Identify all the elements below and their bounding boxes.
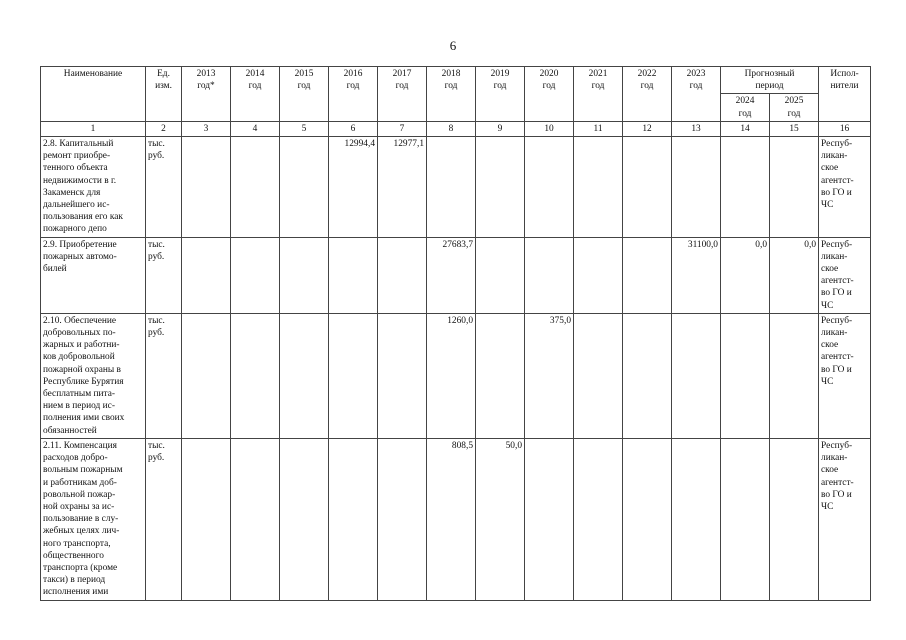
text-line: ЧС (821, 200, 834, 211)
text-line: 2.10. Обеспечение (43, 315, 117, 326)
text-line: агентст- (821, 276, 854, 287)
text-line: 2023 (686, 69, 706, 79)
text-line: Республике Бурятия (43, 376, 124, 387)
row-name (41, 313, 146, 438)
value-cell (525, 237, 574, 313)
row-name (41, 137, 146, 238)
header-name (41, 67, 146, 122)
value-cell (574, 137, 623, 238)
column-number: 14 (721, 121, 770, 136)
text-line: год (444, 81, 458, 92)
column-number: 9 (476, 121, 525, 136)
value-cell (770, 313, 819, 438)
value-cell (329, 313, 378, 438)
text-line: ков добровольной (43, 352, 115, 363)
value-cell (623, 438, 672, 600)
header-year-2017 (378, 67, 427, 122)
text-line: Наименование (63, 69, 123, 79)
value-cell (427, 137, 476, 238)
text-line: 2022 (637, 69, 657, 79)
table-row (41, 237, 871, 313)
text-line: год (542, 81, 556, 92)
header-year-2022 (623, 67, 672, 122)
text-line: год (689, 81, 703, 92)
text-line: 2020 (539, 69, 559, 79)
header-forecast (721, 67, 819, 94)
text-line: пожарной охраны в (43, 364, 121, 375)
value-cell: 0,0 (770, 237, 819, 313)
column-number: 13 (672, 121, 721, 136)
value-cell (574, 237, 623, 313)
text-line: 2.11. Компенсация (43, 440, 117, 451)
value-cell (476, 313, 525, 438)
text-line: Ед. (157, 69, 170, 79)
text-line: год (787, 108, 801, 119)
text-line: 2017 (392, 69, 412, 79)
value-cell: 808,5 (427, 438, 476, 600)
row-name (41, 237, 146, 313)
value-cell (574, 438, 623, 600)
text-line: нием в период ис- (43, 401, 115, 412)
text-line: 2021 (588, 69, 608, 79)
value-cell (476, 237, 525, 313)
text-line: нители (830, 81, 859, 92)
text-line: ного транспорта, (43, 538, 111, 549)
value-cell: 31100,0 (672, 237, 721, 313)
text-line: такси) в период (43, 575, 106, 586)
text-line: 2.9. Приобретение (43, 239, 117, 250)
table-row (41, 438, 871, 600)
text-line: Закаменск для (43, 187, 101, 198)
value-cell (770, 438, 819, 600)
value-cell (231, 237, 280, 313)
text-line: 2018 (441, 69, 461, 79)
text-line: Прогнозный (744, 69, 795, 79)
table-header (41, 67, 871, 137)
text-line: тыс. (148, 440, 165, 451)
value-cell: 12977,1 (378, 137, 427, 238)
value-cell (378, 438, 427, 600)
text-line: транспорта (кроме (43, 562, 118, 573)
text-line: ЧС (821, 501, 834, 512)
text-line: ское (821, 264, 839, 275)
text-line: пожарных автомо- (43, 251, 117, 262)
value-cell (770, 137, 819, 238)
value-cell: 27683,7 (427, 237, 476, 313)
text-line: год (591, 81, 605, 92)
column-number: 4 (231, 121, 280, 136)
value-cell (280, 438, 329, 600)
text-line: ремонт приобре- (43, 151, 111, 162)
text-line: руб. (148, 453, 165, 464)
text-line: добровольных по- (43, 328, 116, 339)
text-line: пользование в слу- (43, 514, 119, 525)
text-line: во ГО и (821, 364, 852, 375)
value-cell (182, 137, 231, 238)
text-line: 2.8. Капитальный (43, 139, 114, 150)
text-line: ликан- (821, 328, 848, 339)
header-year-2018 (427, 67, 476, 122)
text-line: ликан- (821, 251, 848, 262)
text-line: полнения ими своих (43, 413, 125, 424)
header-year-2016 (329, 67, 378, 122)
value-cell (672, 137, 721, 238)
column-number: 16 (819, 121, 871, 136)
column-number: 10 (525, 121, 574, 136)
value-cell (378, 237, 427, 313)
value-cell: 1260,0 (427, 313, 476, 438)
value-cell (672, 438, 721, 600)
text-line: руб. (148, 328, 165, 339)
text-line: ЧС (821, 376, 834, 387)
text-line: бесплатным пита- (43, 389, 116, 400)
text-line: тыс. (148, 315, 165, 326)
column-number: 7 (378, 121, 427, 136)
text-line: билей (43, 264, 67, 275)
table-row (41, 313, 871, 438)
header-year-2019 (476, 67, 525, 122)
text-line: агентст- (821, 352, 854, 363)
text-line: вольным пожарным (43, 465, 123, 476)
row-unit (146, 438, 182, 600)
header-year-2013 (182, 67, 231, 122)
row-executor (819, 237, 871, 313)
value-cell (721, 137, 770, 238)
row-unit (146, 313, 182, 438)
text-line: 2024 (735, 96, 755, 107)
text-line: год (493, 81, 507, 92)
text-line: руб. (148, 151, 165, 162)
text-line: недвижимости в г. (43, 175, 117, 186)
value-cell (672, 313, 721, 438)
value-cell (623, 313, 672, 438)
value-cell (182, 438, 231, 600)
column-number: 12 (623, 121, 672, 136)
text-line: 2014 (245, 69, 265, 79)
text-line: Респуб- (821, 440, 853, 451)
header-year-2015 (280, 67, 329, 122)
text-line: Испол- (830, 69, 859, 79)
table-body (41, 137, 871, 601)
text-line: тенного объекта (43, 163, 108, 174)
column-number-row (41, 121, 871, 136)
text-line: во ГО и (821, 288, 852, 299)
column-number: 15 (770, 121, 819, 136)
value-cell (231, 438, 280, 600)
column-number: 3 (182, 121, 231, 136)
text-line: период (755, 81, 784, 92)
text-line: жарных и работни- (43, 340, 120, 351)
value-cell (231, 137, 280, 238)
column-number: 8 (427, 121, 476, 136)
text-line: 2016 (343, 69, 363, 79)
header-year-2025 (770, 94, 819, 121)
text-line: пожарного депо (43, 224, 107, 235)
text-line: год (738, 108, 752, 119)
row-executor (819, 137, 871, 238)
column-number: 2 (146, 121, 182, 136)
value-cell (329, 438, 378, 600)
value-cell (525, 137, 574, 238)
value-cell (280, 237, 329, 313)
header-row (41, 67, 871, 94)
text-line: ликан- (821, 151, 848, 162)
value-cell (182, 313, 231, 438)
header-year-2023 (672, 67, 721, 122)
value-cell: 12994,4 (329, 137, 378, 238)
text-line: год (640, 81, 654, 92)
text-line: 2025 (784, 96, 804, 107)
text-line: общественного (43, 550, 104, 561)
program-table (40, 66, 871, 601)
row-name (41, 438, 146, 600)
text-line: ское (821, 465, 839, 476)
column-number: 1 (41, 121, 146, 136)
row-executor (819, 313, 871, 438)
table-row (41, 137, 871, 238)
text-line: тыс. (148, 139, 165, 150)
text-line: ское (821, 163, 839, 174)
header-executors (819, 67, 871, 122)
text-line: год* (197, 81, 215, 92)
value-cell (182, 237, 231, 313)
text-line: 2015 (294, 69, 314, 79)
text-line: расходов добро- (43, 453, 108, 464)
value-cell: 0,0 (721, 237, 770, 313)
column-number: 6 (329, 121, 378, 136)
header-unit (146, 67, 182, 122)
text-line: и работникам доб- (43, 477, 117, 488)
text-line: 2019 (490, 69, 510, 79)
text-line: год (346, 81, 360, 92)
text-line: ское (821, 340, 839, 351)
text-line: Респуб- (821, 239, 853, 250)
text-line: ровольной пожар- (43, 489, 116, 500)
value-cell (525, 438, 574, 600)
text-line: обязанностей (43, 425, 97, 436)
value-cell (721, 438, 770, 600)
text-line: во ГО и (821, 187, 852, 198)
value-cell (623, 137, 672, 238)
value-cell (280, 313, 329, 438)
row-executor (819, 438, 871, 600)
page-number: 6 (449, 38, 457, 53)
value-cell (378, 313, 427, 438)
text-line: агентст- (821, 477, 854, 488)
header-year-2024 (721, 94, 770, 121)
value-cell (574, 313, 623, 438)
text-line: изм. (155, 81, 172, 92)
text-line: агентст- (821, 175, 854, 186)
text-line: пользования его как (43, 212, 123, 223)
value-cell (476, 137, 525, 238)
header-year-2021 (574, 67, 623, 122)
value-cell: 50,0 (476, 438, 525, 600)
text-line: ной охраны за ис- (43, 501, 115, 512)
text-line: тыс. (148, 239, 165, 250)
text-line: год (297, 81, 311, 92)
value-cell (623, 237, 672, 313)
text-line: дальнейшего ис- (43, 200, 110, 211)
text-line: 2013 (196, 69, 216, 79)
text-line: ликан- (821, 453, 848, 464)
text-line: год (395, 81, 409, 92)
text-line: во ГО и (821, 489, 852, 500)
value-cell: 375,0 (525, 313, 574, 438)
column-number: 5 (280, 121, 329, 136)
value-cell (231, 313, 280, 438)
text-line: ЧС (821, 300, 834, 311)
column-number: 11 (574, 121, 623, 136)
value-cell (721, 313, 770, 438)
text-line: руб. (148, 251, 165, 262)
text-line: жебных целях лич- (43, 526, 120, 537)
value-cell (329, 237, 378, 313)
row-unit (146, 237, 182, 313)
value-cell (280, 137, 329, 238)
header-year-2014 (231, 67, 280, 122)
text-line: Респуб- (821, 315, 853, 326)
header-year-2020 (525, 67, 574, 122)
row-unit (146, 137, 182, 238)
text-line: исполнения ими (43, 587, 109, 598)
text-line: Респуб- (821, 139, 853, 150)
text-line: год (248, 81, 262, 92)
